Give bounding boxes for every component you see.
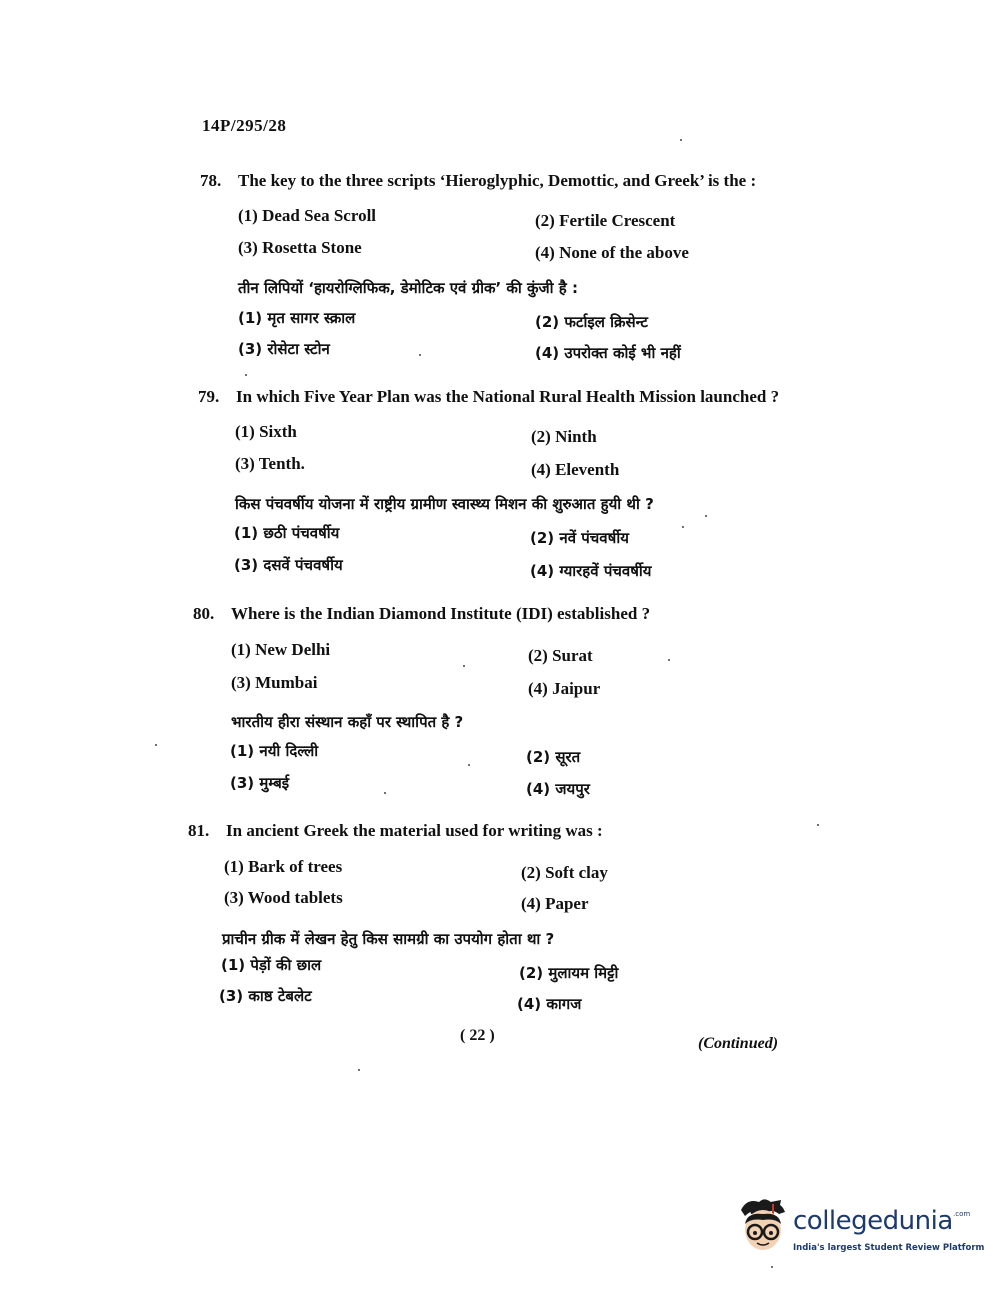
- option-hindi: (3) रोसेटा स्टोन: [238, 340, 330, 358]
- option-english: (4) Paper: [521, 894, 589, 913]
- question-text-english: The key to the three scripts ‘Hieroglyphic, Demottic, and Greek’ is the :: [238, 171, 757, 190]
- option-english: (2) Fertile Crescent: [535, 211, 676, 230]
- question-text-hindi: तीन लिपियों ‘हायरोग्लिफिक, डेमोटिक एवं ग्रीक’ की कुंजी है :: [238, 279, 578, 297]
- option-hindi: (3) मुम्बई: [230, 774, 290, 792]
- option-english: (3) Mumbai: [231, 673, 318, 692]
- logo-domain-suffix: .com: [953, 1210, 971, 1218]
- option-hindi: (1) नयी दिल्ली: [230, 742, 319, 760]
- page-number: ( 22 ): [460, 1027, 495, 1044]
- option-hindi: (4) उपरोक्त कोई भी नहीं: [535, 344, 681, 362]
- question-text-english: In ancient Greek the material used for writing was :: [226, 821, 603, 840]
- scan-speck: [245, 374, 247, 376]
- question-number: 81.: [188, 821, 210, 840]
- question-81: [188, 821, 808, 841]
- scan-speck: [155, 744, 157, 746]
- continued-label: (Continued): [698, 1035, 779, 1052]
- option-hindi: (4) जयपुर: [526, 780, 590, 798]
- option-hindi: (3) काष्ठ टेबलेट: [219, 987, 312, 1005]
- collegedunia-logo: [735, 1196, 985, 1260]
- scan-speck: [668, 659, 670, 661]
- question-79: [198, 387, 818, 407]
- logo-wordmark: collegedunia: [793, 1206, 953, 1236]
- question-number: 78.: [200, 171, 222, 190]
- question-text-hindi: किस पंचवर्षीय योजना में राष्ट्रीय ग्रामीण स्वास्थ्य मिशन की शुरुआत हुयी थी ?: [235, 495, 654, 513]
- option-english: (4) Eleventh: [531, 460, 620, 479]
- scan-speck: [680, 139, 682, 141]
- option-english: (4) Jaipur: [528, 679, 601, 698]
- mascot-icon: [735, 1196, 791, 1256]
- option-english: (1) Dead Sea Scroll: [238, 206, 377, 225]
- option-english: (3) Tenth.: [235, 454, 305, 473]
- option-hindi: (3) दसवें पंचवर्षीय: [234, 556, 343, 574]
- scan-speck: [384, 792, 386, 794]
- option-hindi: (1) मृत सागर स्क्राल: [238, 309, 356, 327]
- scan-speck: [771, 1266, 773, 1268]
- option-hindi: (4) ग्यारहवें पंचवर्षीय: [530, 562, 652, 580]
- question-text-hindi: प्राचीन ग्रीक में लेखन हेतु किस सामग्री का उपयोग होता था ?: [222, 930, 555, 948]
- option-english: (1) Sixth: [235, 422, 297, 441]
- option-english: (1) Bark of trees: [224, 857, 343, 876]
- scan-speck: [705, 515, 707, 517]
- option-hindi: (2) नवें पंचवर्षीय: [530, 529, 629, 547]
- option-hindi: (2) सूरत: [526, 748, 581, 766]
- scan-speck: [468, 764, 470, 766]
- logo-tagline: India's largest Student Review Platform: [793, 1243, 985, 1253]
- option-hindi: (1) पेड़ों की छाल: [221, 956, 322, 974]
- scan-speck: [463, 665, 465, 667]
- paper-code: 14P/295/28: [202, 116, 287, 135]
- scan-speck: [419, 354, 421, 356]
- question-text-english: In which Five Year Plan was the National Rural Health Mission launched ?: [236, 387, 780, 406]
- option-english: (2) Surat: [528, 646, 593, 665]
- question-number: 79.: [198, 387, 220, 406]
- option-english: (3) Rosetta Stone: [238, 238, 362, 257]
- option-hindi: (2) मुलायम मिट्टी: [519, 964, 619, 982]
- scan-speck: [682, 526, 684, 528]
- option-english: (3) Wood tablets: [224, 888, 343, 907]
- question-number: 80.: [193, 604, 215, 623]
- option-hindi: (4) कागज: [517, 995, 582, 1013]
- scan-speck: [817, 824, 819, 826]
- option-hindi: (2) फर्टाइल क्रिसेन्ट: [535, 313, 648, 331]
- option-english: (2) Soft clay: [521, 863, 608, 882]
- question-80: [193, 604, 813, 624]
- option-english: (4) None of the above: [535, 243, 689, 262]
- question-78: [200, 171, 820, 191]
- option-hindi: (1) छठी पंचवर्षीय: [234, 524, 340, 542]
- question-text-hindi: भारतीय हीरा संस्थान कहाँ पर स्थापित है ?: [231, 713, 464, 731]
- question-text-english: Where is the Indian Diamond Institute (IDI) established ?: [231, 604, 651, 623]
- option-english: (1) New Delhi: [231, 640, 331, 659]
- scan-speck: [358, 1069, 360, 1071]
- option-english: (2) Ninth: [531, 427, 597, 446]
